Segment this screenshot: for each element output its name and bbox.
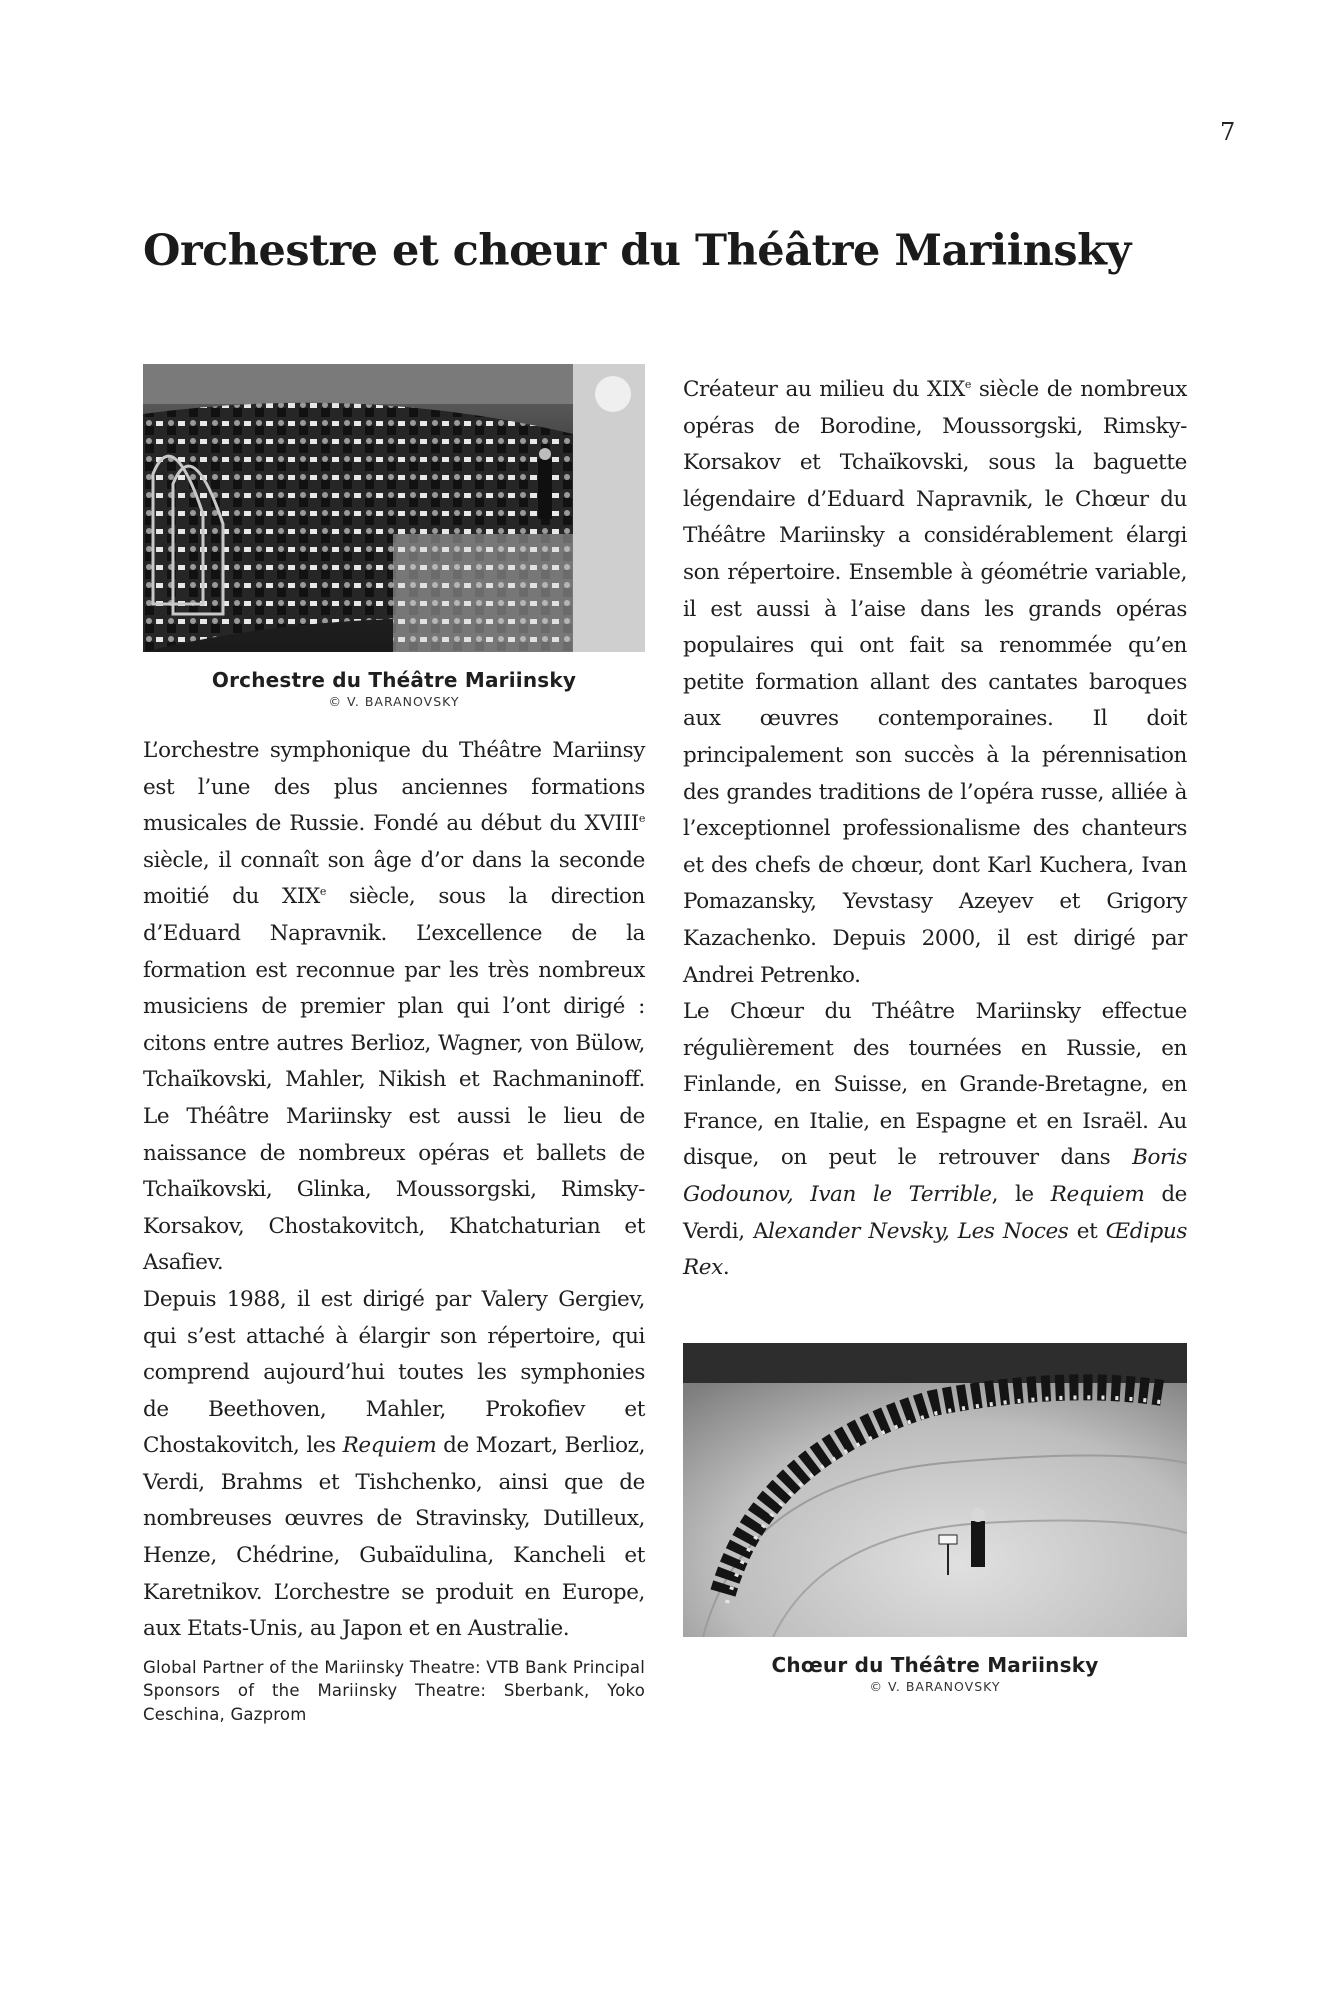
- choir-caption: Chœur du Théâtre Mariinsky: [771, 1652, 1099, 1677]
- right-column: [683, 372, 1187, 1694]
- orchestra-paragraph-1: L’orchestre symphonique du Théâtre Mariinsy est l’une des plus anciennes formations musicales de Russie. Fondé au début du XVIIIe siècle, il connaît son âge d’or dans la seconde moitié du XIXe siècle, sous la direction d’Eduard Napravnik. L’excellence de la formation est reconnue par les très nombreux musiciens de premier plan qui l’ont dirigé : citons entre autres Berlioz, Wagner, von Bülow, Tchaïkovski, Mahler, Nikish et Rachmaninoff. Le Théâtre Mariinsky est aussi le lieu de naissance de nombreux opéras et ballets de Tchaïkovski, Glinka, Moussorgski, Rimsky-Korsakov, Chostakovitch, Khatchaturian et Asafiev.: [143, 738, 645, 1276]
- choir-photo-graphic: [683, 1343, 1187, 1637]
- orchestra-paragraph-2: Depuis 1988, il est dirigé par Valery Gergiev, qui s’est attaché à élargir son répertoire, qui comprend aujourd’hui toutes les symphonies de Beethoven, Mahler, Prokofiev et Chostakovitch, les Requiem de Mozart, Berlioz, Verdi, Brahms et Tishchenko, ainsi que de nombreuses œuvres de Stravinsky, Dutilleux, Henze, Chédrine, Gubaïdulina, Kancheli et Karetnikov. L’orchestre se produit en Europe, aux Etats-Unis, au Japon et en Australie.: [143, 1286, 645, 1642]
- sponsors-note: Global Partner of the Mariinsky Theatre: VTB Bank Principal Sponsors of the Mariinsky Theatre: Sberbank, Yoko Ceschina, Gazprom: [143, 1657, 645, 1724]
- choir-photo: [683, 1343, 1187, 1637]
- left-column: [143, 364, 645, 1726]
- choir-photo-credit: © V. BARANOVSKY: [869, 1678, 1001, 1694]
- orchestra-photo: [143, 364, 645, 652]
- choir-paragraph-1: Créateur au milieu du XIXe siècle de nombreux opéras de Borodine, Moussorgski, Rimsky-Korsakov et Tchaïkovski, sous la baguette légendaire d’Eduard Napravnik, le Chœur du Théâtre Mariinsky a considérablement élargi son répertoire. Ensemble à géométrie variable, il est aussi à l’aise dans les grands opéras populaires qui ont fait sa renommée qu’en petite formation allant des cantates baroques aux œuvres contemporaines. Il doit principalement son succès à la pérennisation des grandes traditions de l’opéra russe, alliée à l’exceptionnel professionalisme des chanteurs et des chefs de chœur, dont Karl Kuchera, Ivan Pomazansky, Yevstasy Azeyev et Grigory Kazachenko. Depuis 2000, il est dirigé par Andrei Petrenko.: [683, 377, 1187, 988]
- page-title: Orchestre et chœur du Théâtre Mariinsky: [143, 226, 1131, 276]
- orchestra-photo-credit: © V. BARANOVSKY: [328, 694, 460, 709]
- page-number: 7: [1220, 118, 1236, 146]
- orchestra-caption: Orchestre du Théâtre Mariinsky: [211, 668, 577, 692]
- orchestra-photo-graphic: [143, 364, 645, 652]
- choir-paragraph-2: Le Chœur du Théâtre Mariinsky effectue régulièrement des tournées en Russie, en Finlande, en Suisse, en Grande-Bretagne, en France, en Italie, en Espagne et en Israël. Au disque, on peut le retrouver dans Boris Godounov, Ivan le Terrible, le Requiem de Verdi, Alexander Nevsky, Les Noces et Œdipus Rex.: [683, 999, 1188, 1281]
